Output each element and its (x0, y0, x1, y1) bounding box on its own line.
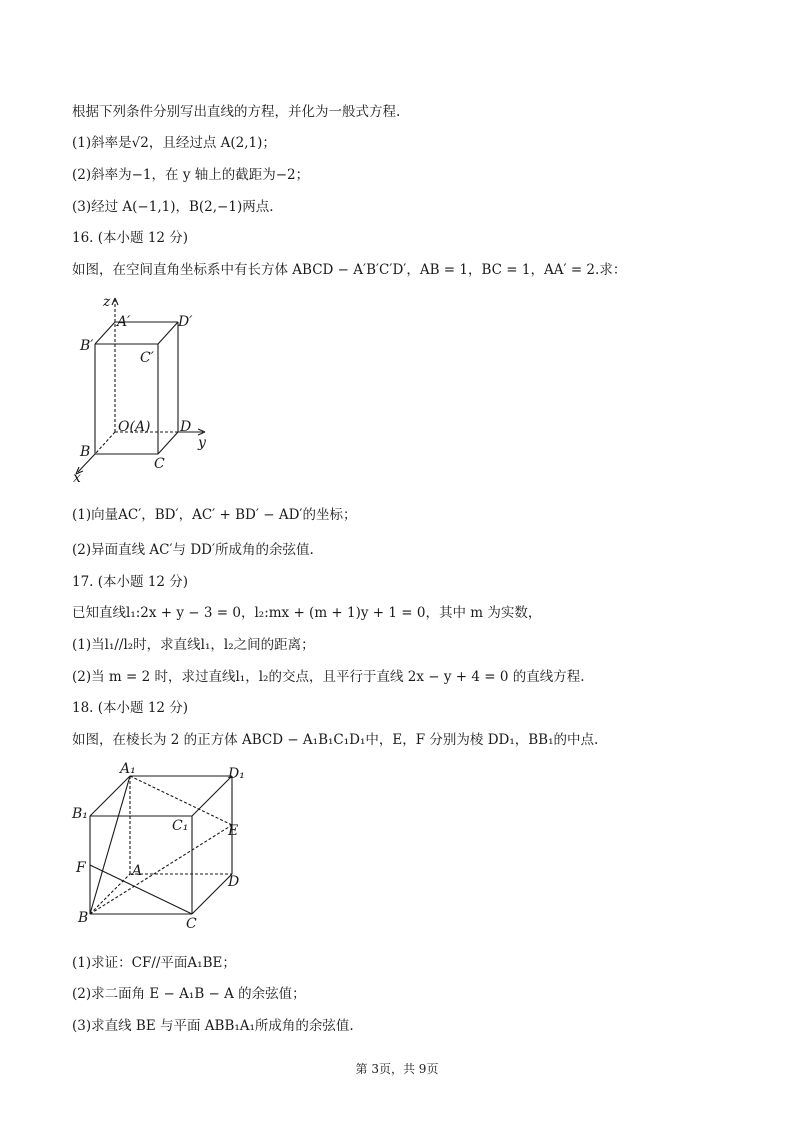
label-c1: C₁ (172, 818, 189, 834)
q15-part3: (3)经过 A(−1,1)，B(2,−1)两点. (72, 199, 274, 215)
q18-intro: 如图，在棱长为 2 的正方体 ABCD − A₁B₁C₁D₁中，E，F 分别为棱 DD₁，BB₁的中点. (72, 732, 599, 748)
q16-part1: (1)向量AC′，BD′，AC′ + BD′ − AD′的坐标； (72, 507, 357, 523)
q18-part3: (3)求直线 BE 与平面 ABB₁A₁所成角的余弦值. (72, 1018, 354, 1034)
label-b-prime: B′ (80, 338, 94, 354)
cube-figure (70, 760, 270, 930)
x-axis-hidden (95, 432, 115, 454)
q18-part2: (2)求二面角 E − A₁B − A 的余弦值； (72, 986, 306, 1002)
label-f: F (76, 860, 86, 876)
label-b: B (78, 910, 89, 926)
label-c: C (186, 916, 197, 932)
page-footer: 第 3页，共 9页 (355, 1062, 439, 1076)
label-d: D (180, 419, 192, 435)
edge-b-prime-a-prime (95, 322, 115, 344)
label-x: x (73, 470, 81, 486)
edge-c-d (192, 874, 232, 914)
edge-c-d (158, 432, 178, 454)
label-e: E (228, 823, 239, 839)
label-o-a: O(A) (118, 419, 151, 435)
q15-part1: (1)斜率是√2，且经过点 A(2,1)； (72, 135, 276, 151)
label-a: A (132, 863, 143, 879)
label-d1: D₁ (228, 766, 245, 782)
q17-header: 17. (本小题 12 分) (72, 574, 189, 590)
q18-part1: (1)求证：CF//平面A₁BE； (72, 955, 236, 971)
label-b1: B₁ (72, 806, 88, 822)
q16-part2: (2)异面直线 AC′与 DD′所成角的余弦值. (72, 542, 314, 558)
edge-c-prime-d-prime (158, 322, 178, 344)
q17-part1: (1)当l₁//l₂时，求直线l₁，l₂之间的距离； (72, 637, 315, 653)
edge-c1-d1 (192, 776, 232, 816)
label-c: C (154, 456, 165, 472)
q15-intro: 根据下列条件分别写出直线的方程，并化为一般式方程. (72, 104, 401, 120)
q16-header: 16. (本小题 12 分) (72, 230, 189, 246)
box-figure (70, 292, 230, 486)
q18-header: 18. (本小题 12 分) (72, 700, 189, 716)
segment-b-e (90, 825, 232, 914)
label-b: B (80, 444, 91, 460)
label-y: y (198, 435, 206, 451)
q15-part2: (2)斜率为−1，在 y 轴上的截距为−2； (72, 167, 310, 183)
q17-intro: 已知直线l₁:2x + y − 3 = 0，l₂:mx + (m + 1)y + 1 = 0，其中 m 为实数， (72, 605, 542, 621)
label-a-prime: A′ (117, 314, 131, 330)
label-z: z (103, 294, 111, 310)
q16-intro: 如图，在空间直角坐标系中有长方体 ABCD − A′B′C′D′，AB = 1，BC = 1，AA′ = 2.求： (72, 262, 627, 278)
label-c-prime: C′ (140, 350, 154, 366)
label-d: D (228, 874, 240, 890)
q17-part2: (2)当 m = 2 时，求过直线l₁，l₂的交点，且平行于直线 2x − y + 4 = 0 的直线方程. (72, 669, 585, 685)
label-d-prime: D′ (178, 314, 193, 330)
label-a1: A₁ (120, 761, 136, 777)
